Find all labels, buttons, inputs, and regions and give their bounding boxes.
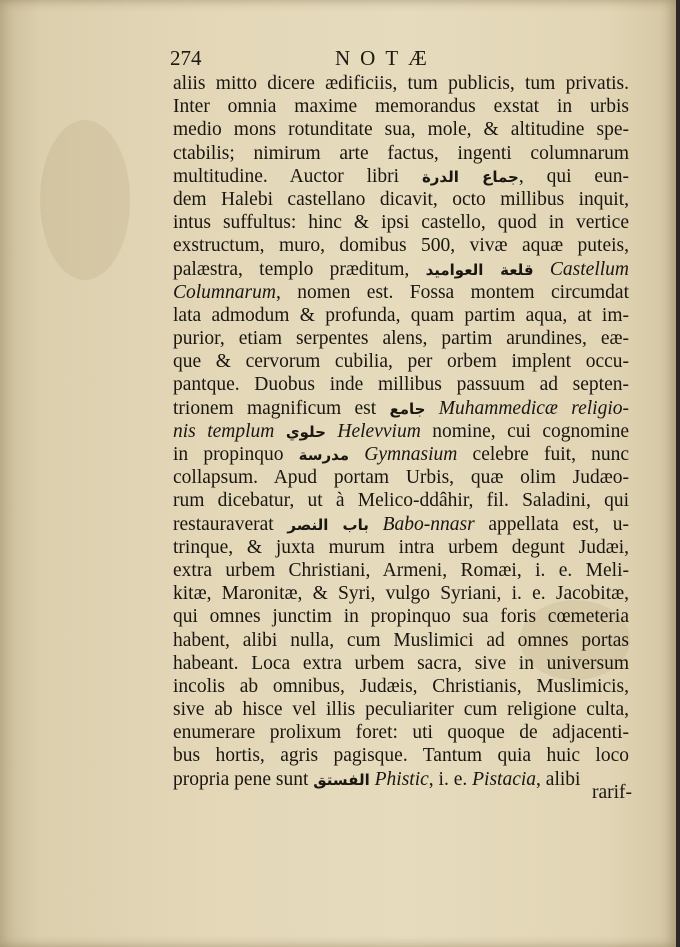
text-segment: kitæ, Maronitæ, & Syri, vulgo Syriani, i. e. Jacobitæ, bbox=[173, 583, 629, 605]
text-line bbox=[173, 350, 629, 373]
text-line bbox=[173, 327, 629, 350]
text-segment: bus hortis, agris pagisque. Tantum quia huic loco bbox=[173, 745, 629, 767]
text-segment: Inter omnia maxime memorandus exstat in urbis bbox=[173, 96, 629, 118]
text-line bbox=[173, 698, 629, 721]
italic-term: Muhammedicæ religio- bbox=[438, 397, 629, 419]
italic-term: Babo-nnasr bbox=[382, 513, 475, 535]
text-segment: , qui eun- bbox=[518, 165, 629, 187]
italic-term: Castellum bbox=[549, 258, 630, 280]
text-line bbox=[173, 536, 629, 559]
text-segment bbox=[534, 259, 550, 280]
text-line bbox=[173, 281, 629, 304]
text-line bbox=[173, 466, 629, 489]
text-line bbox=[173, 234, 629, 257]
text-segment: multitudine. Auctor libri bbox=[173, 165, 422, 187]
text-segment: medio mons rotunditate sua, mole, & altitudine spe- bbox=[173, 119, 629, 141]
text-segment: , nomen est. Fossa montem circumdat bbox=[275, 281, 629, 303]
running-head: NOTÆ bbox=[335, 46, 437, 70]
text-line bbox=[173, 721, 629, 744]
arabic-term: جامع bbox=[389, 399, 426, 418]
page-edge bbox=[676, 0, 680, 947]
text-segment: que & cervorum cubilia, per orbem implent occu- bbox=[173, 351, 629, 373]
text-segment bbox=[369, 514, 383, 535]
text-line bbox=[173, 118, 629, 141]
arabic-term: حلوي bbox=[285, 422, 326, 441]
italic-term: Columnarum bbox=[173, 281, 276, 303]
text-segment bbox=[349, 444, 364, 465]
text-line bbox=[173, 489, 629, 512]
paper-stain bbox=[40, 120, 130, 280]
text-segment: ctabilis; nimirum arte factus, ingenti columnarum bbox=[173, 142, 629, 164]
text-line bbox=[173, 652, 629, 675]
text-segment bbox=[274, 421, 285, 442]
body-text bbox=[173, 72, 629, 791]
text-line bbox=[173, 165, 629, 188]
arabic-term: باب النصر bbox=[287, 515, 369, 534]
text-segment: nomine, cui cognomine bbox=[420, 420, 629, 442]
text-line bbox=[173, 258, 629, 281]
text-segment: lata admodum & profunda, quam partim aqua, at im- bbox=[173, 304, 629, 326]
text-line bbox=[173, 605, 629, 628]
text-line bbox=[173, 420, 629, 443]
text-segment: habent, alibi nulla, cum Muslimici ad omnes portas bbox=[173, 629, 629, 651]
text-segment: extra urbem Christiani, Armeni, Romæi, i. e. Meli- bbox=[173, 559, 629, 581]
text-segment: propria pene sunt bbox=[173, 768, 314, 790]
text-line bbox=[173, 72, 629, 95]
text-segment: palæstra, templo præditum, bbox=[173, 258, 426, 280]
text-segment: habeant. Loca extra urbem sacra, sive in universum bbox=[173, 652, 629, 674]
text-segment bbox=[425, 398, 438, 419]
text-line bbox=[173, 582, 629, 605]
text-segment: , alibi bbox=[536, 768, 581, 790]
catchword: rarif- bbox=[592, 782, 633, 803]
text-line bbox=[173, 513, 629, 536]
text-line bbox=[173, 304, 629, 327]
text-segment: aliis mitto dicere ædificiis, tum publicis, tum privatis. bbox=[173, 73, 629, 94]
italic-term: Phistic bbox=[374, 768, 429, 790]
arabic-term: مدرسة bbox=[298, 446, 350, 464]
text-segment: trinque, & juxta murum intra urbem degunt Judæi, bbox=[173, 536, 629, 558]
arabic-term: جماع الدرة bbox=[421, 167, 519, 186]
text-line bbox=[173, 397, 629, 420]
text-segment: restauraverat bbox=[173, 513, 288, 535]
italic-term: Helevvium bbox=[337, 420, 421, 442]
text-segment: dem Halebi castellano dicavit, octo millibus inquit, bbox=[173, 188, 629, 210]
text-line bbox=[173, 211, 629, 234]
text-segment: exstructum, muro, domibus 500, vivæ aquæ puteis, bbox=[173, 235, 629, 257]
text-segment: collapsum. Apud portam Urbis, quæ olim Judæo- bbox=[173, 467, 629, 489]
text-segment: intus suffultus: hinc & ipsi castello, quod in vertice bbox=[173, 212, 629, 234]
italic-term: Pistacia bbox=[472, 768, 537, 790]
text-line bbox=[173, 95, 629, 118]
text-line bbox=[173, 629, 629, 652]
text-segment: sive ab hisce vel illis peculiariter cum religione culta, bbox=[173, 699, 629, 721]
text-segment bbox=[326, 421, 337, 442]
text-segment: trionem magnificum est bbox=[173, 397, 390, 419]
italic-term: nis templum bbox=[173, 420, 275, 442]
text-segment: qui omnes junctim in propinquo sua foris cœmeteria bbox=[173, 606, 629, 628]
arabic-term: قلعة العواميد bbox=[425, 260, 534, 279]
italic-term: Gymnasium bbox=[364, 444, 458, 465]
text-segment: in propinquo bbox=[173, 444, 299, 465]
text-segment: purior, etiam serpentes alens, partim arundines, eæ- bbox=[173, 328, 629, 350]
text-segment: rum dicebatur, ut à Melico-ddâhir, fil. Saladini, qui bbox=[173, 490, 629, 512]
text-line bbox=[173, 373, 629, 396]
page-number: 274 bbox=[170, 46, 202, 70]
text-segment: enumerare prolixum foret: uti quoque de adjacenti- bbox=[173, 722, 629, 744]
text-line bbox=[173, 768, 629, 791]
text-segment: , i. e. bbox=[428, 768, 473, 790]
text-line bbox=[173, 188, 629, 211]
arabic-term: الفستق bbox=[313, 770, 370, 789]
text-segment: pantque. Duobus inde millibus passuum ad septen- bbox=[173, 374, 629, 396]
text-line bbox=[173, 443, 629, 466]
text-line bbox=[173, 675, 629, 698]
text-line bbox=[173, 559, 629, 582]
text-segment: incolis ab omnibus, Judæis, Christianis, Muslimicis, bbox=[173, 675, 629, 697]
text-segment: celebre fuit, nunc bbox=[457, 444, 630, 465]
text-line bbox=[173, 142, 629, 165]
text-segment: appellata est, u- bbox=[474, 513, 630, 535]
text-line bbox=[173, 744, 629, 767]
